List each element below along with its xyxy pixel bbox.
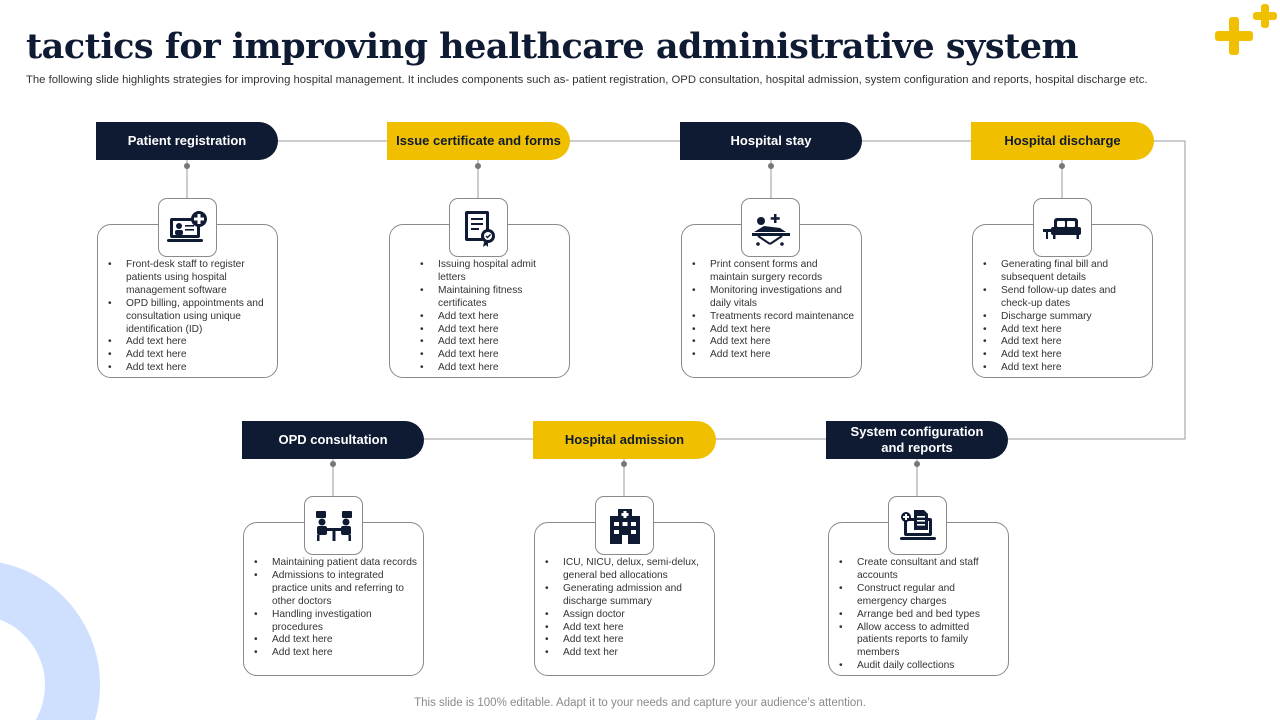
list-item: • Add text here bbox=[108, 336, 273, 349]
bullet-list bbox=[839, 557, 1004, 673]
step-hospital-admission bbox=[533, 421, 716, 459]
list-item: • Create consultant and staff accounts bbox=[839, 557, 1004, 583]
connector-dot bbox=[768, 163, 774, 169]
computer-report-icon bbox=[888, 496, 947, 555]
list-item: • Maintaining fitness certificates bbox=[420, 285, 560, 311]
step-hospital-stay bbox=[680, 122, 862, 160]
step-label: Hospital admission bbox=[564, 432, 685, 447]
list-item: • Generating admission and discharge summary bbox=[545, 583, 710, 609]
certificate-icon bbox=[449, 198, 508, 257]
list-item: • Send follow-up dates and check-up dates bbox=[983, 285, 1148, 311]
bullet-list bbox=[983, 259, 1148, 375]
list-item: • Generating final bill and subsequent details bbox=[983, 259, 1148, 285]
list-item: • ICU, NICU, delux, semi-delux, general bed allocations bbox=[545, 557, 710, 583]
list-item: • Audit daily collections bbox=[839, 660, 1004, 673]
list-item: • Treatments record maintenance bbox=[692, 311, 857, 324]
hospital-building-icon bbox=[595, 496, 654, 555]
bullet-list bbox=[254, 557, 419, 660]
list-item: • Front-desk staff to register patients using hospital management software bbox=[108, 259, 273, 298]
step-hospital-discharge bbox=[971, 122, 1154, 160]
footer-note: This slide is 100% editable. Adapt it to your needs and capture your audience’s attention. bbox=[414, 697, 866, 709]
bullet-list bbox=[692, 259, 857, 362]
list-item: • Print consent forms and maintain surgery records bbox=[692, 259, 857, 285]
list-item: • Issuing hospital admit letters bbox=[420, 259, 560, 285]
step-label: OPD consultation bbox=[278, 432, 388, 447]
list-item: • Handling investigation procedures bbox=[254, 609, 419, 635]
page-subtitle: The following slide highlights strategies for improving hospital management. It includes components such as- patient registration, OPD consultation, hospital admission, system configuration and reports, hospital discharge etc. bbox=[26, 74, 1148, 86]
list-item: • Add text here bbox=[254, 634, 419, 647]
list-item: • Add text her bbox=[545, 647, 710, 660]
list-item: • Discharge summary bbox=[983, 311, 1148, 324]
step-opd-consultation bbox=[242, 421, 424, 459]
step-label: Patient registration bbox=[127, 133, 247, 148]
step-label: Issue certificate and forms bbox=[396, 133, 561, 148]
list-item: • Add text here bbox=[692, 336, 857, 349]
list-item: • Add text here bbox=[983, 349, 1148, 362]
step-label: Hospital stay bbox=[730, 133, 812, 148]
list-item: • Add text here bbox=[983, 324, 1148, 337]
bullet-list bbox=[108, 259, 273, 375]
bullet-list bbox=[420, 259, 560, 375]
list-item: • Construct regular and emergency charges bbox=[839, 583, 1004, 609]
step-issue-certificate bbox=[387, 122, 570, 160]
step-label: Hospital discharge bbox=[1004, 133, 1121, 148]
list-item: • Add text here bbox=[692, 349, 857, 362]
list-item: • OPD billing, appointments and consultation using unique identification (ID) bbox=[108, 298, 273, 337]
list-item: • Add text here bbox=[983, 336, 1148, 349]
list-item: • Arrange bed and bed types bbox=[839, 609, 1004, 622]
connector-dot bbox=[1059, 163, 1065, 169]
list-item: • Add text here bbox=[420, 362, 560, 375]
list-item: • Add text here bbox=[420, 349, 560, 362]
page-title: tactics for improving healthcare administrative system bbox=[26, 26, 1079, 67]
connector-dot bbox=[621, 461, 627, 467]
connector-dot bbox=[475, 163, 481, 169]
list-item: • Add text here bbox=[420, 324, 560, 337]
list-item: • Monitoring investigations and daily vitals bbox=[692, 285, 857, 311]
list-item: • Add text here bbox=[108, 349, 273, 362]
patient-monitor-icon bbox=[158, 198, 217, 257]
list-item: • Add text here bbox=[420, 311, 560, 324]
consultation-icon bbox=[304, 496, 363, 555]
connector-dot bbox=[184, 163, 190, 169]
list-item: • Allow access to admitted patients reports to family members bbox=[839, 622, 1004, 661]
list-item: • Maintaining patient data records bbox=[254, 557, 419, 570]
list-item: • Add text here bbox=[983, 362, 1148, 375]
list-item: • Add text here bbox=[420, 336, 560, 349]
list-item: • Assign doctor bbox=[545, 609, 710, 622]
step-label: System configuration and reports bbox=[850, 424, 984, 455]
list-item: • Add text here bbox=[108, 362, 273, 375]
list-item: • Add text here bbox=[545, 622, 710, 635]
list-item: • Add text here bbox=[254, 647, 419, 660]
list-item: • Add text here bbox=[545, 634, 710, 647]
connector-dot bbox=[914, 461, 920, 467]
list-item: • Admissions to integrated practice units and referring to other doctors bbox=[254, 570, 419, 609]
bullet-list bbox=[545, 557, 710, 660]
list-item: • Add text here bbox=[692, 324, 857, 337]
patient-bed-icon bbox=[741, 198, 800, 257]
sofa-icon bbox=[1033, 198, 1092, 257]
connector-dot bbox=[330, 461, 336, 467]
step-system-configuration bbox=[826, 421, 1008, 459]
step-patient-registration bbox=[96, 122, 278, 160]
